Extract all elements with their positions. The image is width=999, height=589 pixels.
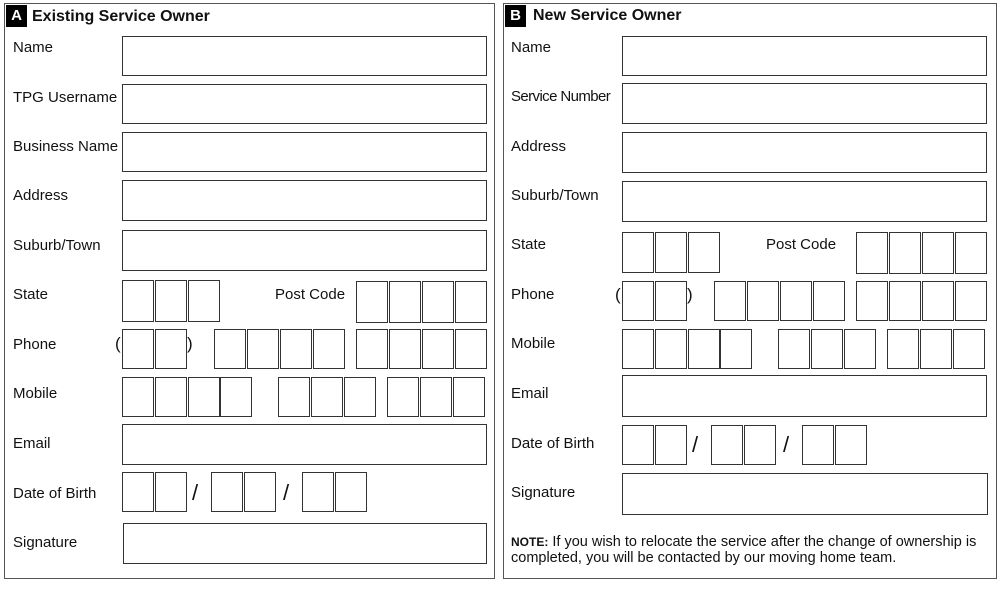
new-address-label: Address [511,138,567,155]
new-phone-char-7[interactable] [922,281,954,321]
existing-state-char-1[interactable] [122,280,154,322]
existing-phone-char-5[interactable] [356,329,388,369]
note-label: NOTE: [511,535,549,549]
new-dob-label: Date of Birth [511,435,595,452]
existing-postcode-char-2[interactable] [389,281,421,323]
existing-phone-char-2[interactable] [247,329,279,369]
existing-phone-char-6[interactable] [389,329,421,369]
new-phone-char-2[interactable] [747,281,779,321]
new-postcode-char-2[interactable] [889,232,921,274]
existing-state-char-2[interactable] [155,280,187,322]
existing-mobile-char-6[interactable] [311,377,343,417]
existing-postcode-char-4[interactable] [455,281,487,323]
new-phone-label: Phone [511,286,555,303]
new-suburb-field[interactable] [622,181,987,222]
new-postcode-char-1[interactable] [856,232,888,274]
signature-label: Signature [13,534,78,551]
existing-mobile-char-10[interactable] [453,377,485,417]
dob-separator-2: / [283,480,290,505]
new-dob-year-1[interactable] [802,425,834,465]
new-area-code-close-paren: ) [687,285,693,304]
existing-phone-area-2[interactable] [155,329,187,369]
existing-business-name-field[interactable] [122,132,487,172]
new-phone-area-1[interactable] [622,281,654,321]
new-state-label: State [511,236,547,253]
suburb-label: Suburb/Town [13,237,101,254]
existing-dob-month-1[interactable] [211,472,243,512]
new-signature-field[interactable] [622,473,988,515]
new-mobile-char-7[interactable] [844,329,876,369]
existing-mobile-char-9[interactable] [420,377,452,417]
existing-signature-field[interactable] [123,523,487,564]
section-b-title: New Service Owner [533,7,682,24]
area-code-open-paren: ( [115,334,121,353]
dob-separator-1: / [192,480,199,505]
new-dob-month-2[interactable] [744,425,776,465]
business-name-label: Business Name [13,138,119,155]
existing-phone-char-3[interactable] [280,329,312,369]
existing-mobile-char-3[interactable] [188,377,220,417]
new-area-code-open-paren: ( [615,285,621,304]
section-b-badge: B [505,5,526,27]
new-dob-separator-2: / [783,432,790,457]
section-a-badge: A [6,5,27,27]
existing-dob-year-2[interactable] [335,472,367,512]
existing-dob-day-1[interactable] [122,472,154,512]
new-postcode-char-3[interactable] [922,232,954,274]
existing-state-char-3[interactable] [188,280,220,322]
new-suburb-label: Suburb/Town [511,187,599,204]
name-label: Name [13,39,54,56]
new-mobile-char-5[interactable] [778,329,810,369]
new-state-char-3[interactable] [688,232,720,273]
existing-phone-char-7[interactable] [422,329,454,369]
new-phone-area-2[interactable] [655,281,687,321]
mobile-label: Mobile [13,385,58,402]
new-mobile-char-3[interactable] [688,329,720,369]
new-phone-char-3[interactable] [780,281,812,321]
existing-phone-area-1[interactable] [122,329,154,369]
new-mobile-label: Mobile [511,335,556,352]
new-mobile-char-9[interactable] [920,329,952,369]
dob-label: Date of Birth [13,485,97,502]
existing-mobile-char-1[interactable] [122,377,154,417]
email-label: Email [13,435,51,452]
new-dob-separator-1: / [692,432,699,457]
existing-tpg-username-field[interactable] [122,84,487,124]
existing-name-field[interactable] [122,36,487,76]
existing-mobile-char-2[interactable] [155,377,187,417]
tpg-username-label: TPG Username [13,89,118,106]
new-phone-char-5[interactable] [856,281,888,321]
postcode-label: Post Code [275,286,346,303]
new-email-field[interactable] [622,375,987,417]
existing-suburb-field[interactable] [122,230,487,271]
existing-mobile-char-4[interactable] [220,377,252,417]
new-mobile-char-4[interactable] [720,329,752,369]
new-state-char-2[interactable] [655,232,687,273]
new-phone-char-1[interactable] [714,281,746,321]
new-phone-char-6[interactable] [889,281,921,321]
existing-phone-char-8[interactable] [455,329,487,369]
existing-dob-day-2[interactable] [155,472,187,512]
new-signature-label: Signature [511,484,576,501]
new-dob-month-1[interactable] [711,425,743,465]
new-phone-char-8[interactable] [955,281,987,321]
phone-label: Phone [13,336,57,353]
existing-email-field[interactable] [122,424,487,465]
new-dob-day-1[interactable] [622,425,654,465]
new-postcode-char-4[interactable] [955,232,987,274]
section-a-title: Existing Service Owner [32,8,210,25]
existing-dob-year-1[interactable] [302,472,334,512]
new-name-label: Name [511,39,552,56]
new-service-number-field[interactable] [622,83,987,124]
existing-address-field[interactable] [122,180,487,221]
area-code-close-paren: ) [187,334,193,353]
state-label: State [13,286,49,303]
existing-mobile-char-5[interactable] [278,377,310,417]
note-text: If you wish to relocate the service after the change of ownership is completed, you will be contacted by our moving home team. [511,534,977,566]
new-mobile-char-2[interactable] [655,329,687,369]
existing-phone-char-4[interactable] [313,329,345,369]
new-dob-year-2[interactable] [835,425,867,465]
existing-postcode-char-3[interactable] [422,281,454,323]
existing-postcode-char-1[interactable] [356,281,388,323]
existing-dob-month-2[interactable] [244,472,276,512]
existing-mobile-char-7[interactable] [344,377,376,417]
new-dob-day-2[interactable] [655,425,687,465]
new-address-field[interactable] [622,132,987,173]
new-mobile-char-10[interactable] [953,329,985,369]
new-phone-char-4[interactable] [813,281,845,321]
service-number-label: Service Number [511,88,611,105]
new-mobile-char-1[interactable] [622,329,654,369]
existing-phone-char-1[interactable] [214,329,246,369]
new-mobile-char-6[interactable] [811,329,843,369]
existing-mobile-char-8[interactable] [387,377,419,417]
new-name-field[interactable] [622,36,987,76]
new-email-label: Email [511,385,549,402]
relocation-note [511,534,991,566]
address-label: Address [13,187,69,204]
new-mobile-char-8[interactable] [887,329,919,369]
new-postcode-label: Post Code [766,236,837,253]
new-state-char-1[interactable] [622,232,654,273]
